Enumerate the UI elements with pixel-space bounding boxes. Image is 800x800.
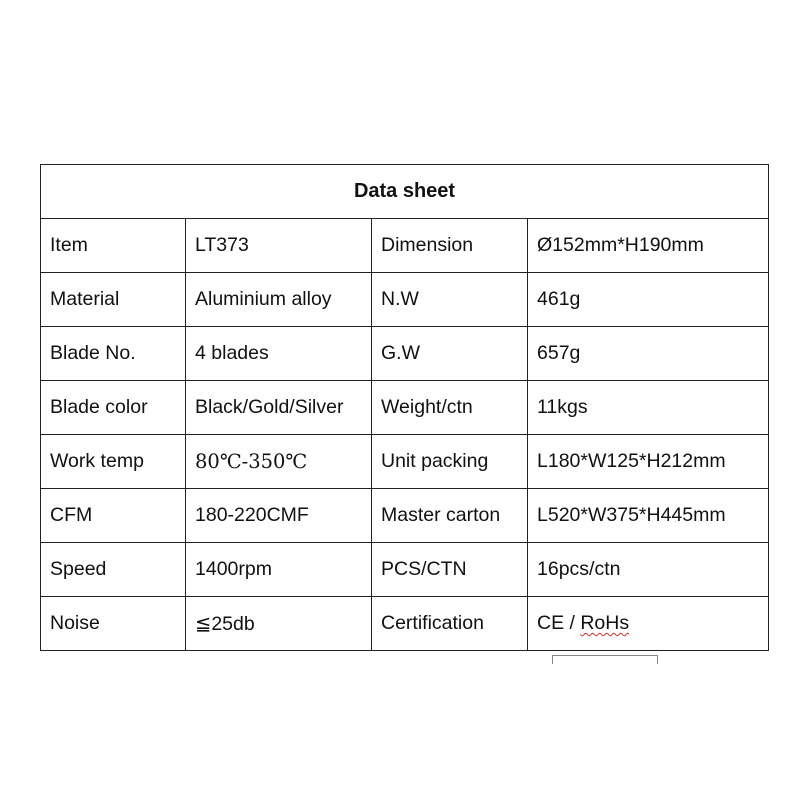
table-row — [41, 489, 769, 543]
row-label: Unit packing — [372, 435, 528, 489]
table-row — [41, 597, 769, 651]
row-value: 657g — [528, 327, 769, 381]
row-value: 80℃-350℃ — [186, 435, 372, 489]
row-label: Item — [41, 219, 186, 273]
row-value: 180-220CMF — [186, 489, 372, 543]
row-label: Work temp — [41, 435, 186, 489]
data-sheet-table — [40, 164, 769, 651]
row-value: L520*W375*H445mm — [528, 489, 769, 543]
row-label: Material — [41, 273, 186, 327]
row-label: Blade color — [41, 381, 186, 435]
row-value: 1400rpm — [186, 543, 372, 597]
row-label: Speed — [41, 543, 186, 597]
row-label: Dimension — [372, 219, 528, 273]
table-row — [41, 543, 769, 597]
row-value: Ø152mm*H190mm — [528, 219, 769, 273]
row-value: Aluminium alloy — [186, 273, 372, 327]
table-row — [41, 219, 769, 273]
table-row — [41, 381, 769, 435]
stray-box-outline — [552, 655, 658, 664]
row-label: Weight/ctn — [372, 381, 528, 435]
row-label: Certification — [372, 597, 528, 651]
row-label: CFM — [41, 489, 186, 543]
row-label: G.W — [372, 327, 528, 381]
row-value: 461g — [528, 273, 769, 327]
certification-prefix: CE / — [537, 612, 581, 634]
row-label: Noise — [41, 597, 186, 651]
row-value: ≦25db — [186, 597, 372, 651]
table-row — [41, 327, 769, 381]
table-row — [41, 435, 769, 489]
row-value: 4 blades — [186, 327, 372, 381]
row-value — [528, 597, 769, 651]
row-label: Master carton — [372, 489, 528, 543]
row-value: L180*W125*H212mm — [528, 435, 769, 489]
table-row — [41, 273, 769, 327]
row-value: Black/Gold/Silver — [186, 381, 372, 435]
table-title: Data sheet — [41, 165, 769, 219]
title-row — [41, 165, 769, 219]
row-label: N.W — [372, 273, 528, 327]
row-label: PCS/CTN — [372, 543, 528, 597]
certification-rohs: RoHs — [580, 612, 630, 634]
row-label: Blade No. — [41, 327, 186, 381]
row-value: LT373 — [186, 219, 372, 273]
row-value: 11kgs — [528, 381, 769, 435]
row-value: 16pcs/ctn — [528, 543, 769, 597]
